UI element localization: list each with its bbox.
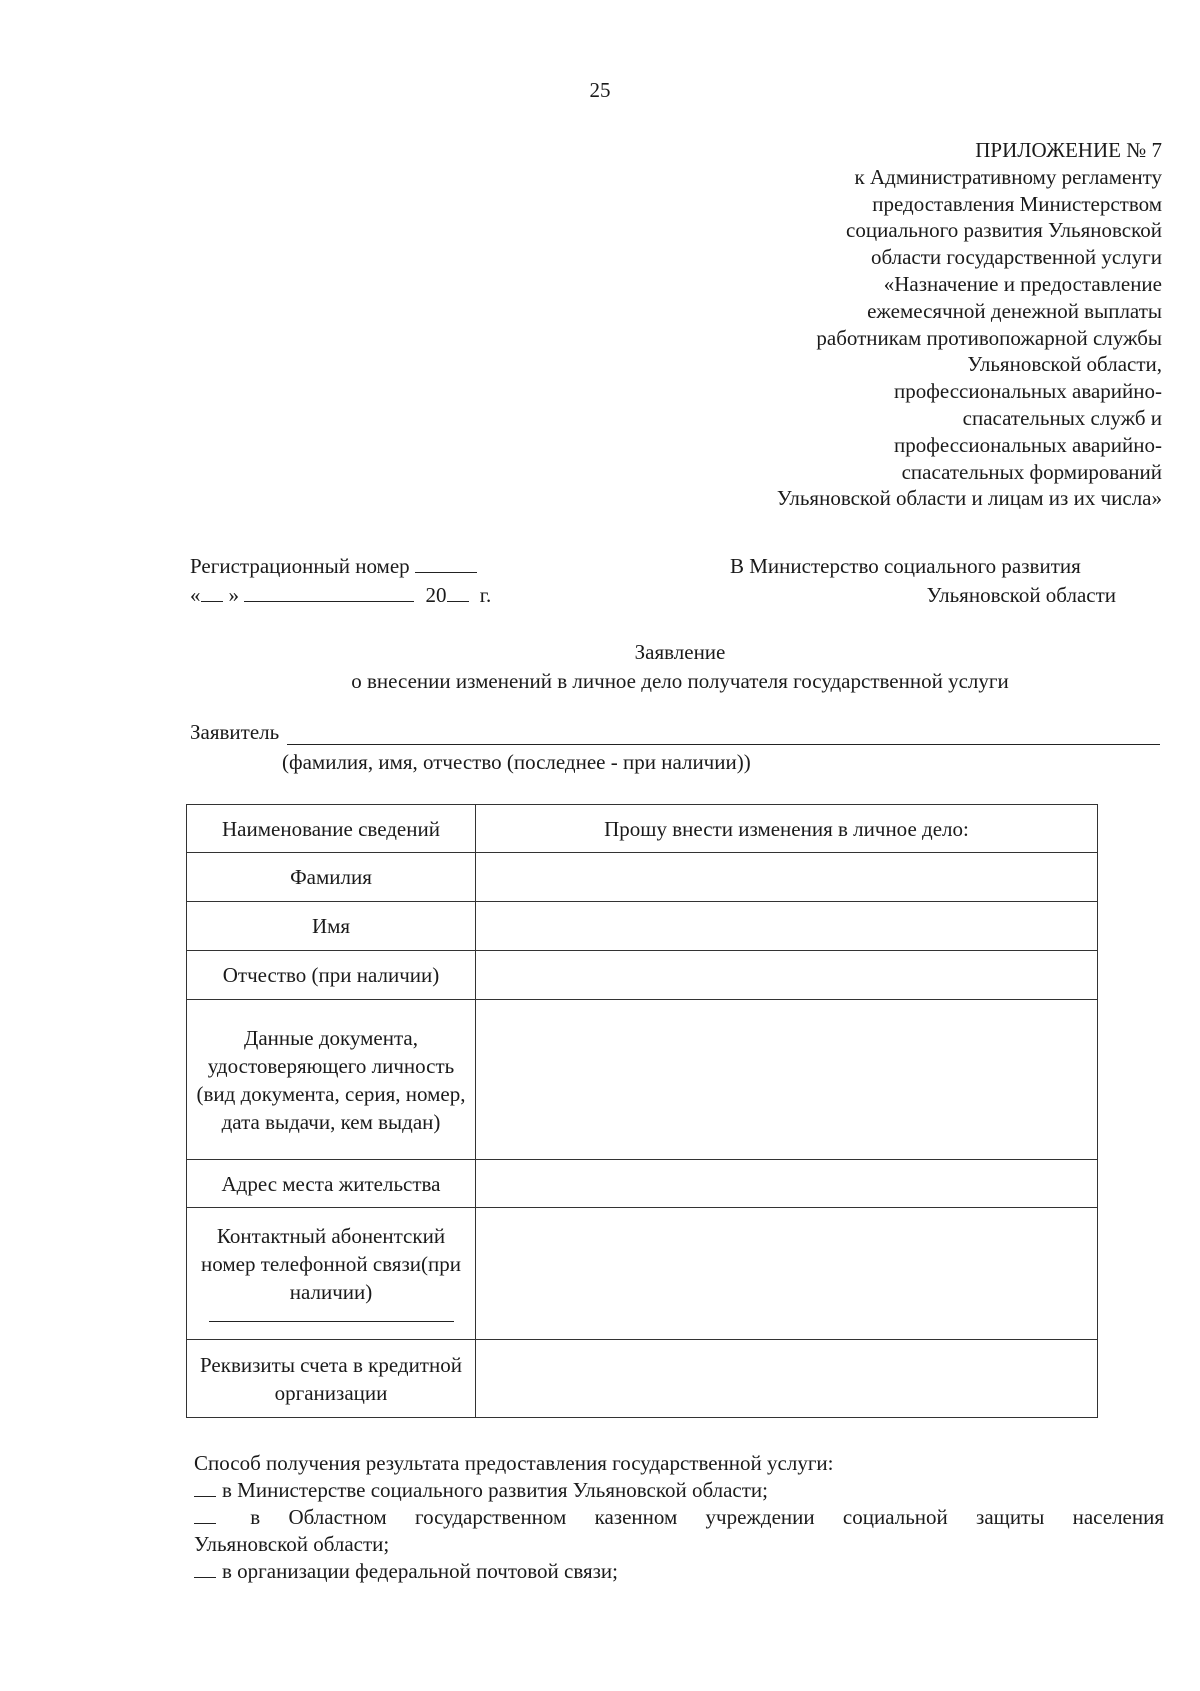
applicant-name-field[interactable] [287,724,1160,745]
appendix-line: спасательных служб и [962,405,1162,430]
table-row [187,1208,1098,1340]
applicant-row [190,720,1160,745]
page-number: 25 [589,78,611,102]
applicant-label: Заявитель [190,720,280,744]
row-input-cell[interactable] [476,1208,1098,1340]
date-close-quote: » [228,583,239,607]
applicant-hint: (фамилия, имя, отчество (последнее - при наличии)) [282,750,751,774]
appendix-line: спасательных формирований [901,459,1162,484]
method-option: в организации федеральной почтовой связи; [222,1559,619,1583]
appendix-block [602,137,1162,512]
year-suffix: г. [479,583,492,607]
row-label: Контактный абонентский номер телефонной связи(при наличии) [201,1223,461,1304]
appendix-line: к Административному регламенту [854,164,1162,189]
row-input-cell[interactable] [476,1340,1098,1418]
addressee-line: В Министерство социального развития [730,554,1081,578]
row-input-cell[interactable] [476,853,1098,902]
row-label: Фамилия [187,853,476,902]
registration-number-blank[interactable] [415,554,477,573]
row-label: Отчество (при наличии) [187,951,476,1000]
row-input-cell[interactable] [476,902,1098,951]
appendix-line: ПРИЛОЖЕНИЕ № 7 [975,138,1162,162]
registration-block [190,552,491,610]
appendix-line: работникам противопожарной службы [816,325,1162,350]
document-title [0,638,1200,696]
table-row [187,1000,1098,1160]
row-input-cell[interactable] [476,951,1098,1000]
appendix-line: области государственной услуги [870,245,1162,270]
table-row [187,1160,1098,1208]
table-row [187,902,1098,951]
date-open-quote: « [190,583,201,607]
year-blank[interactable] [447,583,469,602]
table-row [187,1340,1098,1418]
result-method-block [194,1450,1164,1585]
method-option: в Министерстве социального развития Ульяновской области; [222,1478,768,1502]
cell-underline [209,1320,454,1322]
date-day-blank[interactable] [201,583,223,602]
row-input-cell[interactable] [476,1160,1098,1208]
row-label: Данные документа, удостоверяющего личность (вид документа, серия, номер, дата выдачи, кем выдан) [187,1000,476,1160]
appendix-line: ежемесячной денежной выплаты [867,298,1162,323]
title-line: Заявление [634,640,726,664]
table-header-cell: Наименование сведений [187,805,476,853]
row-label: Реквизиты счета в кредитной организации [187,1340,476,1418]
addressee-block [730,552,1140,610]
addressee-line: Ульяновской области [926,583,1116,607]
appendix-line: Ульяновской области, [967,352,1162,377]
changes-table [186,804,1098,1418]
option-checkbox-blank[interactable] [194,1505,216,1524]
method-option-row [194,1504,1164,1531]
appendix-line: профессиональных аварийно- [894,379,1162,404]
appendix-line: профессиональных аварийно- [894,432,1162,457]
table-header-cell: Прошу внести изменения в личное дело: [476,805,1098,853]
appendix-line: Ульяновской области и лицам из их числа» [776,486,1162,511]
method-heading: Способ получения результата предоставления государственной услуги: [194,1451,834,1475]
method-option-row [194,1558,1164,1585]
year-prefix: 20 [425,583,447,607]
row-label: Адрес места жительства [187,1160,476,1208]
table-row [187,951,1098,1000]
appendix-line: предоставления Министерством [872,191,1162,216]
row-label: Имя [187,902,476,951]
registration-label: Регистрационный номер [190,554,410,578]
appendix-line: «Назначение и предоставление [883,271,1162,296]
method-option: в Областном государственном казенном учреждении социальной защиты населения [250,1505,1165,1529]
method-option-continued: Ульяновской области; [194,1532,390,1556]
row-input-cell[interactable] [476,1000,1098,1160]
title-line: о внесении изменений в личное дело получателя государственной услуги [351,669,1009,693]
row-label-cell [187,1208,476,1340]
date-month-blank[interactable] [244,583,414,602]
table-header-row [187,805,1098,853]
option-checkbox-blank[interactable] [194,1559,216,1578]
method-option-row [194,1477,1164,1504]
appendix-line: социального развития Ульяновской [846,218,1162,243]
table-row [187,853,1098,902]
option-checkbox-blank[interactable] [194,1478,216,1497]
